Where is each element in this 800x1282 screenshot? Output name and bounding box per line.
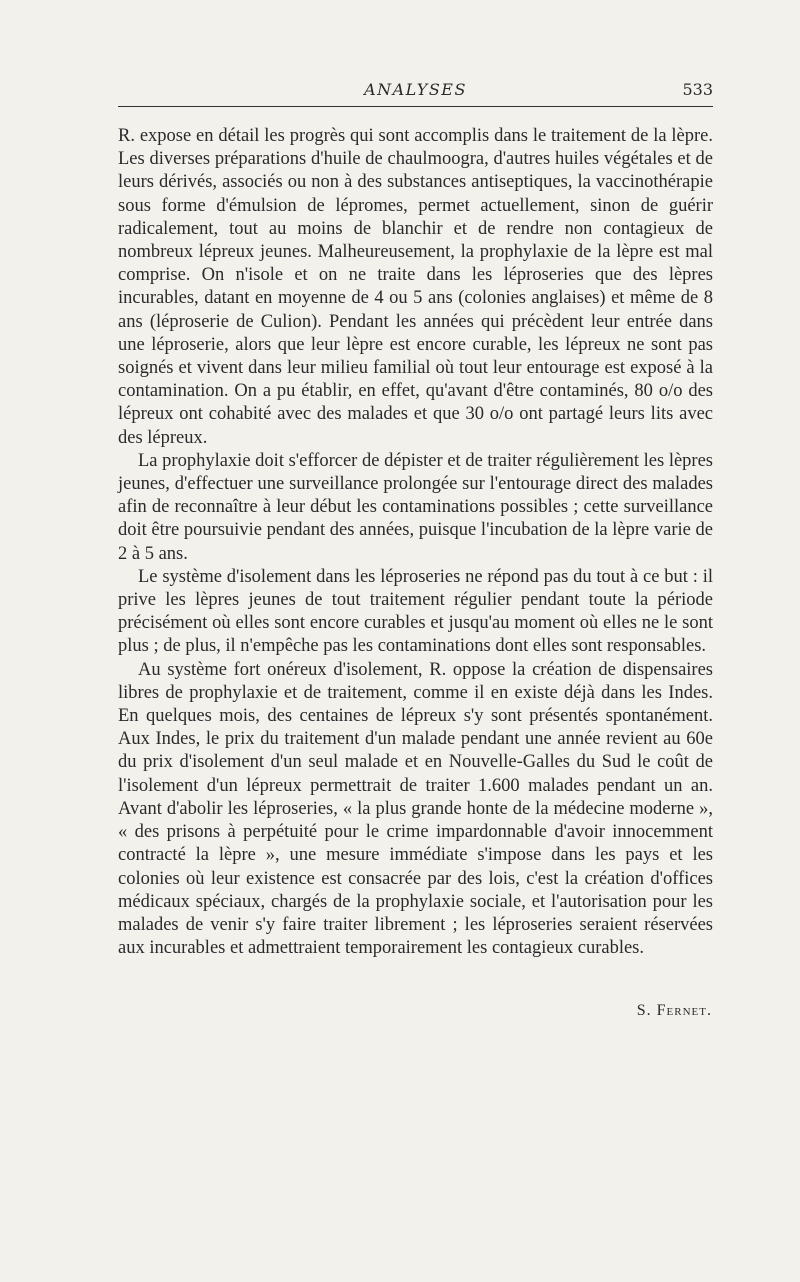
paragraph-1: R. expose en détail les progrès qui sont accomplis dans le traitement de la lèpre. Les diverses préparations d'huile de chaulmoogra, d'autres huiles végétales et de leurs dérivés, associés ou non à des substances antiseptiques, la vaccinothérapie sous forme d'émulsion de lépromes, permet actuellement, sinon de guérir radicalement, tout au moins de blanchir et de rendre non contagieux de nombreux lépreux jeunes. Malheureusement, la prophylaxie de la lèpre est mal comprise. On n'isole et on ne traite dans les léproseries que des lèpres incurables, datant en moyenne de 4 ou 5 ans (colonies anglaises) et même de 8 ans (léproserie de Culion). Pendant les années qui précèdent leur entrée dans une léproserie, alors que leur lèpre est encore curable, les lépreux ne sont pas soignés et vivent dans leur milieu familial où tout leur entourage est exposé à la contamination. On a pu établir, en effet, qu'avant d'être contaminés, 80 o/o des lépreux ont cohabité avec des malades et que 30 o/o ont partagé leurs lits avec des lépreux.	[118, 126, 713, 448]
page-number: 533	[682, 80, 713, 99]
paragraph-4: Au système fort onéreux d'isolement, R. oppose la création de dispensaires libres de prophylaxie et de traitement, comme il en existe déjà dans les Indes. En quelques mois, des centaines de lépreux s'y sont présentés spontanément. Aux Indes, le prix du traitement d'un malade pendant une année revient au 60e du prix d'isolement d'un seul malade et en Nouvelle-Galles du Sud le coût de l'isolement d'un lépreux permettrait de traiter 1.600 malades pendant un an. Avant d'abolir les léproseries, « la plus grande honte de la médecine moderne », « des prisons à perpétuité pour le crime impardonnable d'avoir innocemment contracté la lèpre », une mesure immédiate s'impose dans les pays et les colonies où leur existence est consacrée par des lois, c'est la création d'offices médicaux spéciaux, chargés de la prophylaxie sociale, et l'autorisation pour les malades de venir s'y faire traiter librement ; les léproseries seraient réservées aux incurables et admettraient temporairement les contagieux curables.	[118, 659, 713, 959]
article-body	[118, 125, 713, 960]
page-header	[118, 78, 713, 118]
author-signature: S. Fernet.	[636, 1002, 712, 1019]
running-title: ANALYSES	[364, 80, 467, 99]
header-rule	[118, 106, 713, 107]
paragraph-3: Le système d'isolement dans les léproseries ne répond pas du tout à ce but : il prive les lèpres jeunes de tout traitement régulier pendant toute la période précisément où elles sont encore curables et jusqu'au moment où elles ne le sont plus ; de plus, il n'empêche pas les contaminations dont elles sont responsables.	[118, 566, 713, 657]
paragraph-2: La prophylaxie doit s'efforcer de dépister et de traiter régulièrement les lèpres jeunes, d'effectuer une surveillance prolongée sur l'entourage direct des malades afin de reconnaître à leur début les contaminations possibles ; cette surveillance doit être poursuivie pendant des années, puisque l'incubation de la lèpre varie de 2 à 5 ans.	[118, 450, 713, 564]
